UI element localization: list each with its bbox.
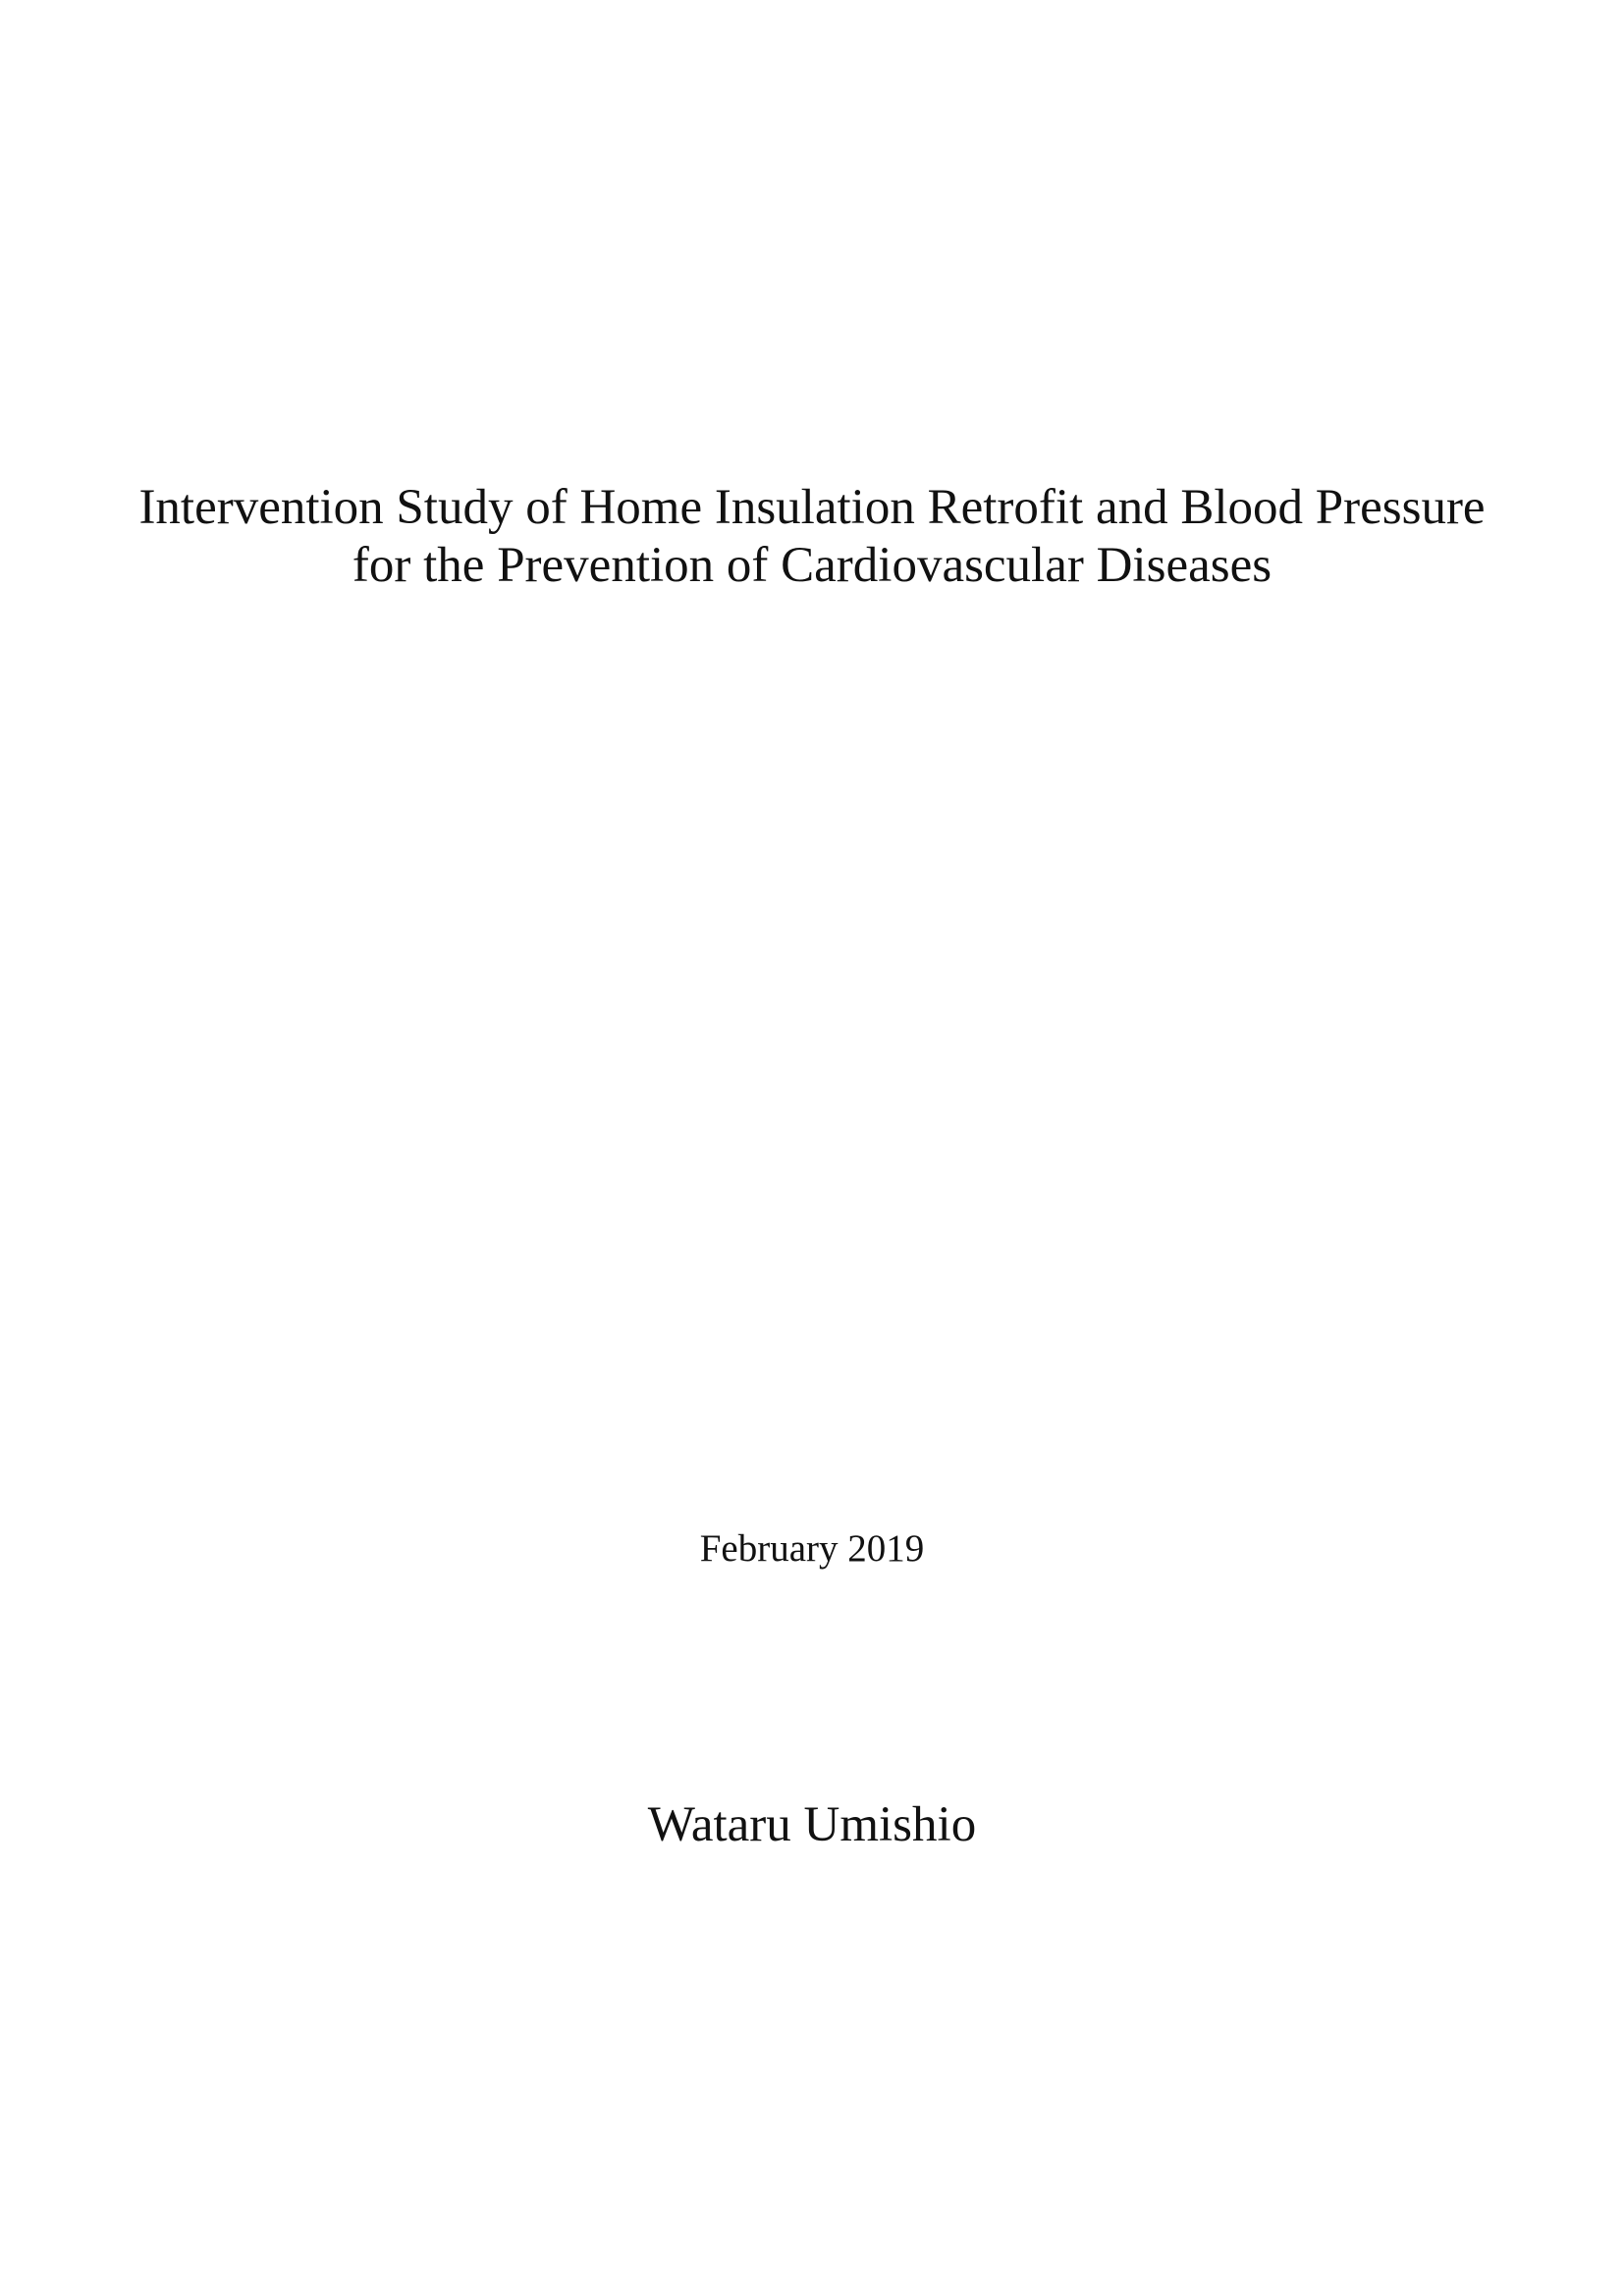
title-line-2: for the Prevention of Cardiovascular Diseases: [352, 538, 1272, 593]
title-line-1: Intervention Study of Home Insulation Retrofit and Blood Pressure: [138, 480, 1486, 535]
author-name: Wataru Umishio: [647, 1797, 977, 1852]
document-title: [0, 479, 1624, 595]
submission-date: February 2019: [699, 1527, 925, 1570]
